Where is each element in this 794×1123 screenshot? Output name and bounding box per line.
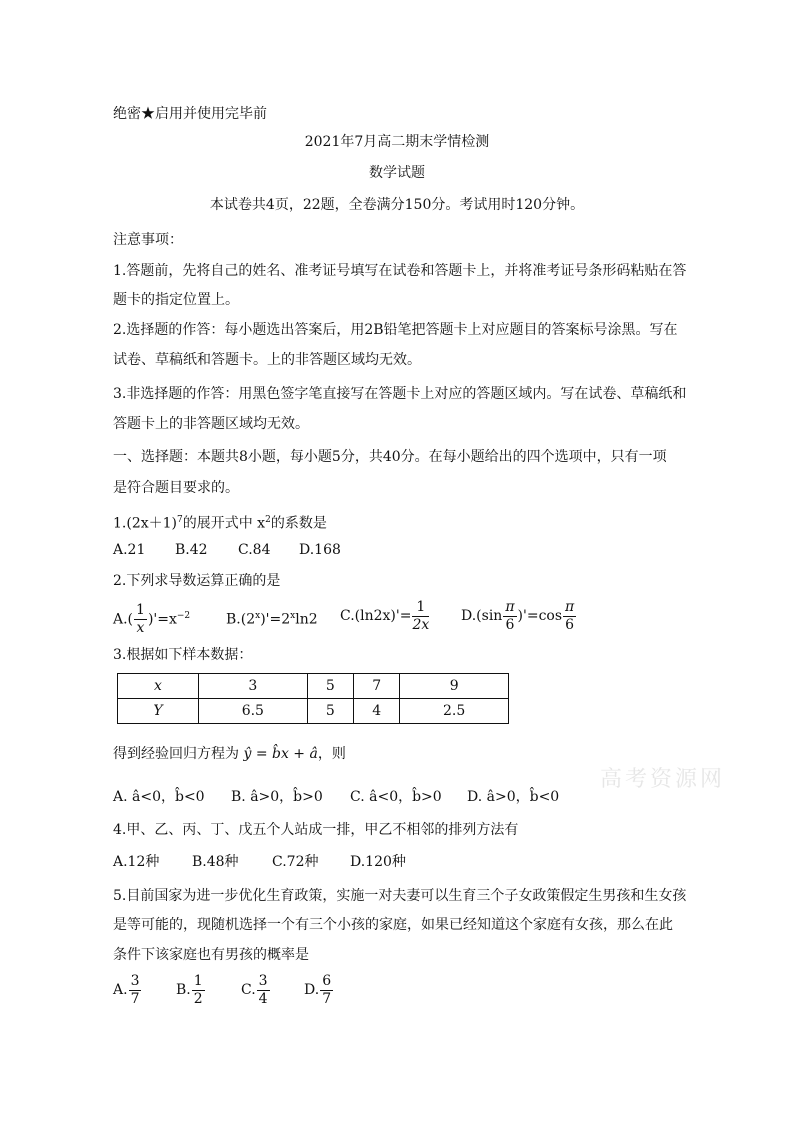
- note-3-line-1: 3.非选择题的作答：用黑色签字笔直接写在答题卡上对应的答题区域内。写在试卷、草稿纸和: [113, 386, 687, 402]
- question-3-option-c: C. â<0，b̂>0: [350, 789, 442, 805]
- table-row: [118, 674, 509, 699]
- table-cell: 5: [307, 699, 353, 724]
- question-3-stem: 3.根据如下样本数据：: [113, 647, 253, 663]
- table-cell: x: [118, 674, 199, 699]
- question-5-option-a: A. $\frac{3}{7}$: [113, 972, 140, 1007]
- table-cell: 7: [353, 674, 399, 699]
- table-cell: 5: [307, 674, 353, 699]
- question-5-line-2: 是等可能的，现随机选择一个有三个小孩的家庭，如果已经知道这个家庭有女孩，那么在此: [113, 917, 673, 933]
- question-1-stem: $1.(2x+1)^7$的展开式中 $x^2$的系数是: [113, 515, 327, 532]
- question-5-option-b: B. $\frac{1}{2}$: [176, 972, 203, 1007]
- table-row: [118, 699, 509, 724]
- notes-heading: 注意事项：: [113, 232, 183, 248]
- question-3-option-b: B. â>0，b̂>0: [231, 789, 323, 805]
- question-2-option-b: $B.(2^x)'=2^x\ln 2$: [226, 611, 318, 628]
- note-1-line-2: 题卡的指定位置上。: [113, 292, 239, 308]
- question-3-option-d: D. â>0，b̂<0: [467, 789, 560, 805]
- table-cell: 3: [199, 674, 308, 699]
- question-4-option-b: B.48种: [192, 854, 239, 870]
- note-3-line-2: 答题卡上的非答题区域均无效。: [113, 416, 309, 432]
- question-4-option-c: C.72种: [272, 854, 319, 870]
- question-1-option-c: C.84: [238, 542, 271, 558]
- regression-equation: ŷ = b̂x + â: [243, 746, 318, 762]
- section-1-line-2: 是符合题目要求的。: [113, 480, 239, 496]
- question-1-option-b: B.42: [175, 542, 208, 558]
- question-2-option-d: D.(sin $\frac{\pi}{6}$ )'=cos $\frac{\pi}{6}$: [461, 598, 575, 633]
- question-3-option-a: A. â<0，b̂<0: [113, 789, 205, 805]
- question-1-option-a: A.21: [113, 542, 146, 558]
- question-2-option-c: C.(ln2x)'= $\frac{1}{2x}$: [340, 598, 430, 633]
- regression-equation-line: 得到经验回归方程为 ŷ = b̂x + â，则: [113, 746, 346, 762]
- question-5-line-1: 5.目前国家为进一步优化生育政策，实施一对夫妻可以生育三个子女政策假定生男孩和生女孩: [113, 888, 687, 904]
- section-1-line-1: 一、选择题：本题共8小题，每小题5分，共40分。在每小题给出的四个选项中，只有一项: [113, 449, 667, 465]
- exam-title: 2021年7月高二期末学情检测: [304, 134, 490, 150]
- watermark: 高考资源网: [600, 767, 726, 792]
- question-5-option-c: C. $\frac{3}{4}$: [241, 972, 268, 1007]
- secrecy-notice: 绝密★启用并使用完毕前: [113, 106, 267, 122]
- table-cell: 6.5: [199, 699, 308, 724]
- note-2-line-2: 试卷、草稿纸和答题卡。上的非答题区域均无效。: [113, 352, 421, 368]
- note-1-line-1: 1.答题前，先将自己的姓名、准考证号填写在试卷和答题卡上，并将准考证号条形码粘贴在答: [113, 263, 687, 279]
- sample-data-table: [117, 673, 509, 724]
- table-cell: 4: [353, 699, 399, 724]
- question-4-option-d: D.120种: [350, 854, 406, 870]
- table-cell: 9: [400, 674, 509, 699]
- question-2-option-a: A.( $\frac{1}{x}$ )'$=x^{-2}$: [113, 602, 191, 637]
- table-cell: Y: [118, 699, 199, 724]
- question-2-stem: 2.下列求导数运算正确的是: [113, 573, 281, 589]
- subject-title: 数学试题: [369, 165, 425, 181]
- table-cell: 2.5: [400, 699, 509, 724]
- question-1-option-d: D.168: [299, 542, 341, 558]
- question-5-option-d: D. $\frac{6}{7}$: [304, 972, 332, 1007]
- note-2-line-1: 2.选择题的作答：每小题选出答案后，用2B铅笔把答题卡上对应题目的答案标号涂黑。写在: [113, 322, 678, 338]
- question-4-stem: 4.甲、乙、丙、丁、戊五个人站成一排，甲乙不相邻的排列方法有: [113, 822, 519, 838]
- question-5-line-3: 条件下该家庭也有男孩的概率是: [113, 947, 309, 963]
- question-4-option-a: A.12种: [113, 854, 160, 870]
- exam-info: 本试卷共4页，22题，全卷满分150分。考试用时120分钟。: [209, 197, 585, 213]
